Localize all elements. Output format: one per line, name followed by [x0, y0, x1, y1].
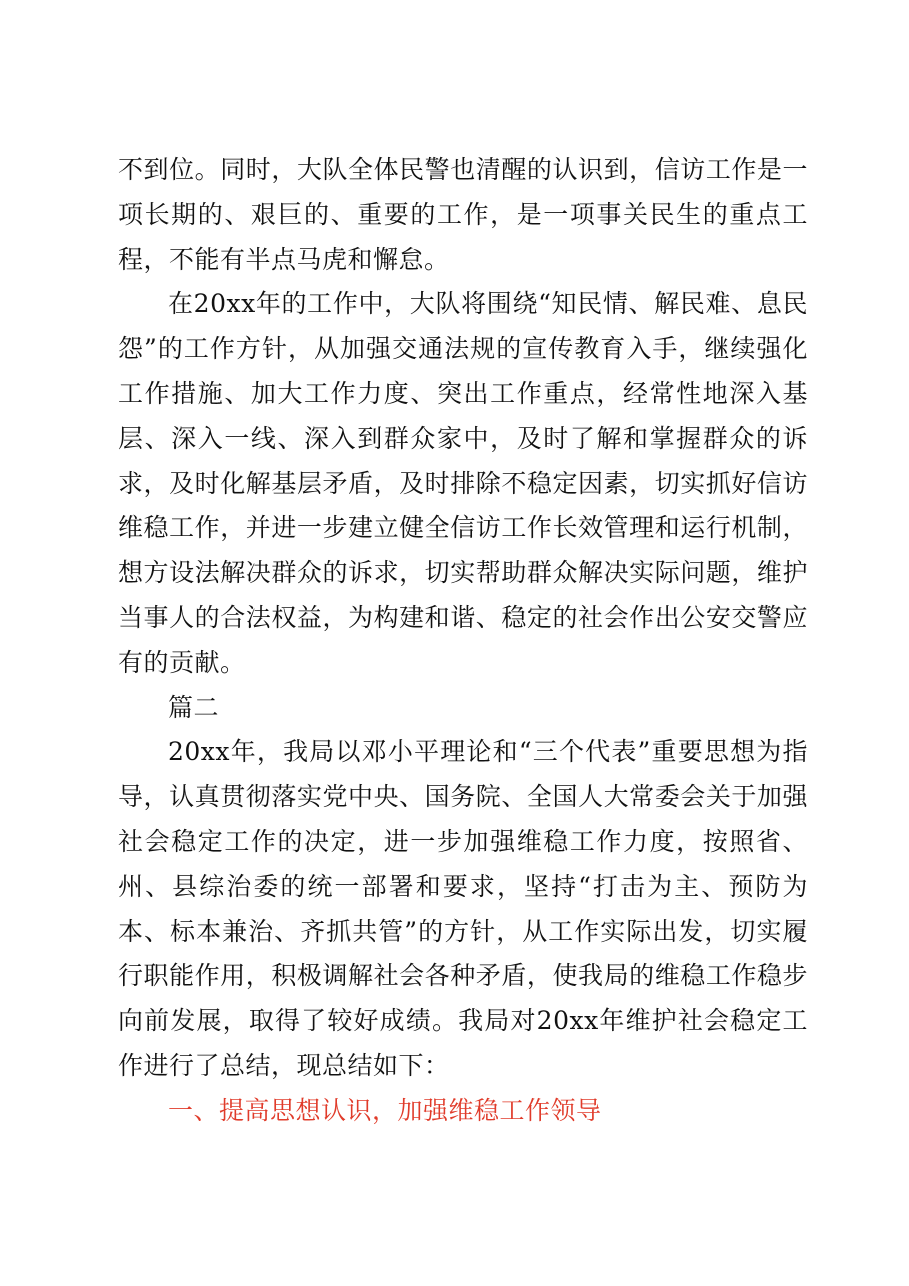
document-body [118, 148, 808, 1134]
section-heading-one: 一、提高思想认识，加强维稳工作领导 [168, 1095, 602, 1125]
section-label-part-two: 篇二 [168, 692, 220, 722]
paragraph-part-two-intro: 20xx年，我局以邓小平理论和“三个代表”重要思想为指导，认真贯彻落实党中央、国务院、全国人大常委会关于加强社会稳定工作的决定，进一步加强维稳工作力度，按照省、州、县综治委的统一部署和要求，坚持“打击为主、预防为本、标本兼治、齐抓共管”的方针，从工作实际出发，切实履行职能作用，积极调解社会各种矛盾，使我局的维稳工作稳步向前发展，取得了较好成绩。我局对20xx年维护社会稳定工作进行了总结，现总结如下： [118, 737, 808, 1080]
paragraph-continuation: 不到位。同时，大队全体民警也清醒的认识到，信访工作是一项长期的、艰巨的、重要的工作，是一项事关民生的重点工程，不能有半点马虎和懈怠。 [118, 155, 808, 274]
paragraph-work-plan: 在20xx年的工作中，大队将围绕“知民情、解民难、息民怨”的工作方针，从加强交通法规的宣传教育入手，继续强化工作措施、加大工作力度、突出工作重点，经常性地深入基层、深入一线、深入到群众家中，及时了解和掌握群众的诉求，及时化解基层矛盾，及时排除不稳定因素，切实抓好信访维稳工作，并进一步建立健全信访工作长效管理和运行机制，想方设法解决群众的诉求，切实帮助群众解决实际问题，维护当事人的合法权益，为构建和谐、稳定的社会作出公安交警应有的贡献。 [118, 289, 808, 677]
